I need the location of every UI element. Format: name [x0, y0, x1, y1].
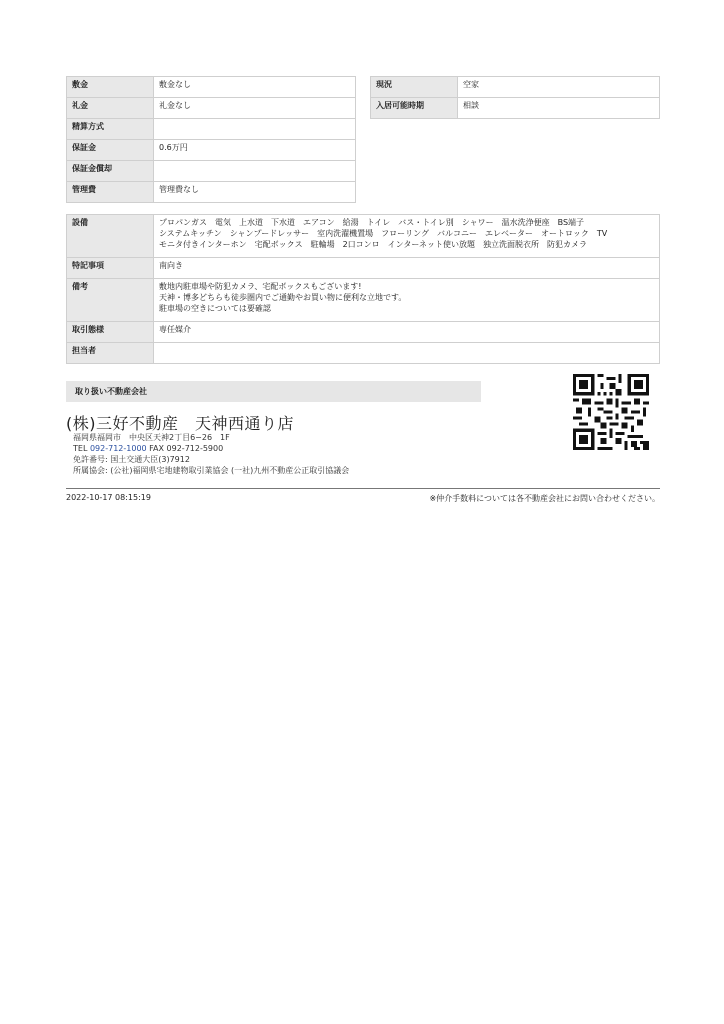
fees-value: [154, 161, 356, 182]
equipment-line: プロパンガス 電気 上水道 下水道 エアコン 給湯 トイレ バス・トイレ別 シャワー 温水洗浄便座 BS端子: [159, 218, 585, 227]
fees-value: 管理費なし: [154, 182, 356, 203]
company-info: [73, 432, 349, 476]
equipment-value: [154, 215, 660, 258]
fees-row-deposit: [67, 77, 356, 98]
contact-label: 担当者: [67, 343, 154, 364]
company-phone-line: [73, 443, 349, 454]
fees-label: 管理費: [67, 182, 154, 203]
fees-value: 敷金なし: [154, 77, 356, 98]
status-value: 相談: [458, 98, 660, 119]
fees-label: 精算方式: [67, 119, 154, 140]
status-table: [370, 76, 660, 119]
company-section-label: 取り扱い不動産会社: [66, 381, 481, 402]
fees-label: 礼金: [67, 98, 154, 119]
contact-value: [154, 343, 660, 364]
fees-label: 保証金償却: [67, 161, 154, 182]
status-row-current: [371, 77, 660, 98]
fees-label: 敷金: [67, 77, 154, 98]
qr-code: [573, 374, 649, 450]
status-label: 入居可能時期: [371, 98, 458, 119]
company-address: 福岡県福岡市 中央区天神2丁目6−26 1F: [73, 433, 230, 442]
print-timestamp: 2022-10-17 08:15:19: [66, 493, 151, 502]
company-license: 免許番号: 国土交通大臣(3)7912: [73, 455, 190, 464]
fees-row-management: [67, 182, 356, 203]
footer-note: ※仲介手数料については各不動産会社にお問い合わせください。: [429, 494, 660, 503]
status-label: 現況: [371, 77, 458, 98]
special-row: [67, 258, 660, 279]
fees-table: [66, 76, 356, 203]
status-value: 空家: [458, 77, 660, 98]
remarks-label: 備考: [67, 279, 154, 322]
fees-label: 保証金: [67, 140, 154, 161]
fees-value: 礼金なし: [154, 98, 356, 119]
fees-value: 0.6万円: [154, 140, 356, 161]
tel-link[interactable]: 092-712-1000: [89, 444, 147, 453]
remarks-line: 敷地内駐車場や防犯カメラ、宅配ボックスもございます!: [159, 282, 362, 291]
fees-row-key-money: [67, 98, 356, 119]
fees-row-settlement: [67, 119, 356, 140]
company-name: (株)三好不動産 天神西通り店: [66, 414, 294, 433]
equipment-line: システムキッチン シャンプードレッサー 室内洗濯機置場 フローリング バルコニー エレベーター オートロック TV: [159, 229, 608, 238]
transaction-value: 専任媒介: [154, 322, 660, 343]
fees-value: [154, 119, 356, 140]
remarks-row: [67, 279, 660, 322]
special-value: 南向き: [154, 258, 660, 279]
transaction-row: [67, 322, 660, 343]
fax-number: FAX 092-712-5900: [146, 444, 224, 453]
equipment-row: [67, 215, 660, 258]
remarks-line: 駐車場の空きについては要確認: [159, 304, 271, 313]
special-label: 特記事項: [67, 258, 154, 279]
details-table: [66, 214, 660, 364]
company-association: 所属協会: (公社)福岡県宅地建物取引業協会 (一社)九州不動産公正取引協議会: [73, 466, 350, 475]
transaction-label: 取引態様: [67, 322, 154, 343]
status-row-move-in: [371, 98, 660, 119]
contact-row: [67, 343, 660, 364]
remarks-line: 天神・博多どちらも徒歩圏内でご通勤やお買い物に便利な立地です。: [159, 293, 407, 302]
fees-row-guarantee-amortization: [67, 161, 356, 182]
remarks-value: [154, 279, 660, 322]
equipment-label: 設備: [67, 215, 154, 258]
tel-prefix: TEL: [73, 444, 90, 453]
footer-divider: [66, 488, 660, 489]
fees-row-guarantee: [67, 140, 356, 161]
equipment-line: モニタ付きインターホン 宅配ボックス 駐輪場 2口コンロ インターネット使い放題 独立洗面脱衣所 防犯カメラ: [159, 240, 587, 249]
